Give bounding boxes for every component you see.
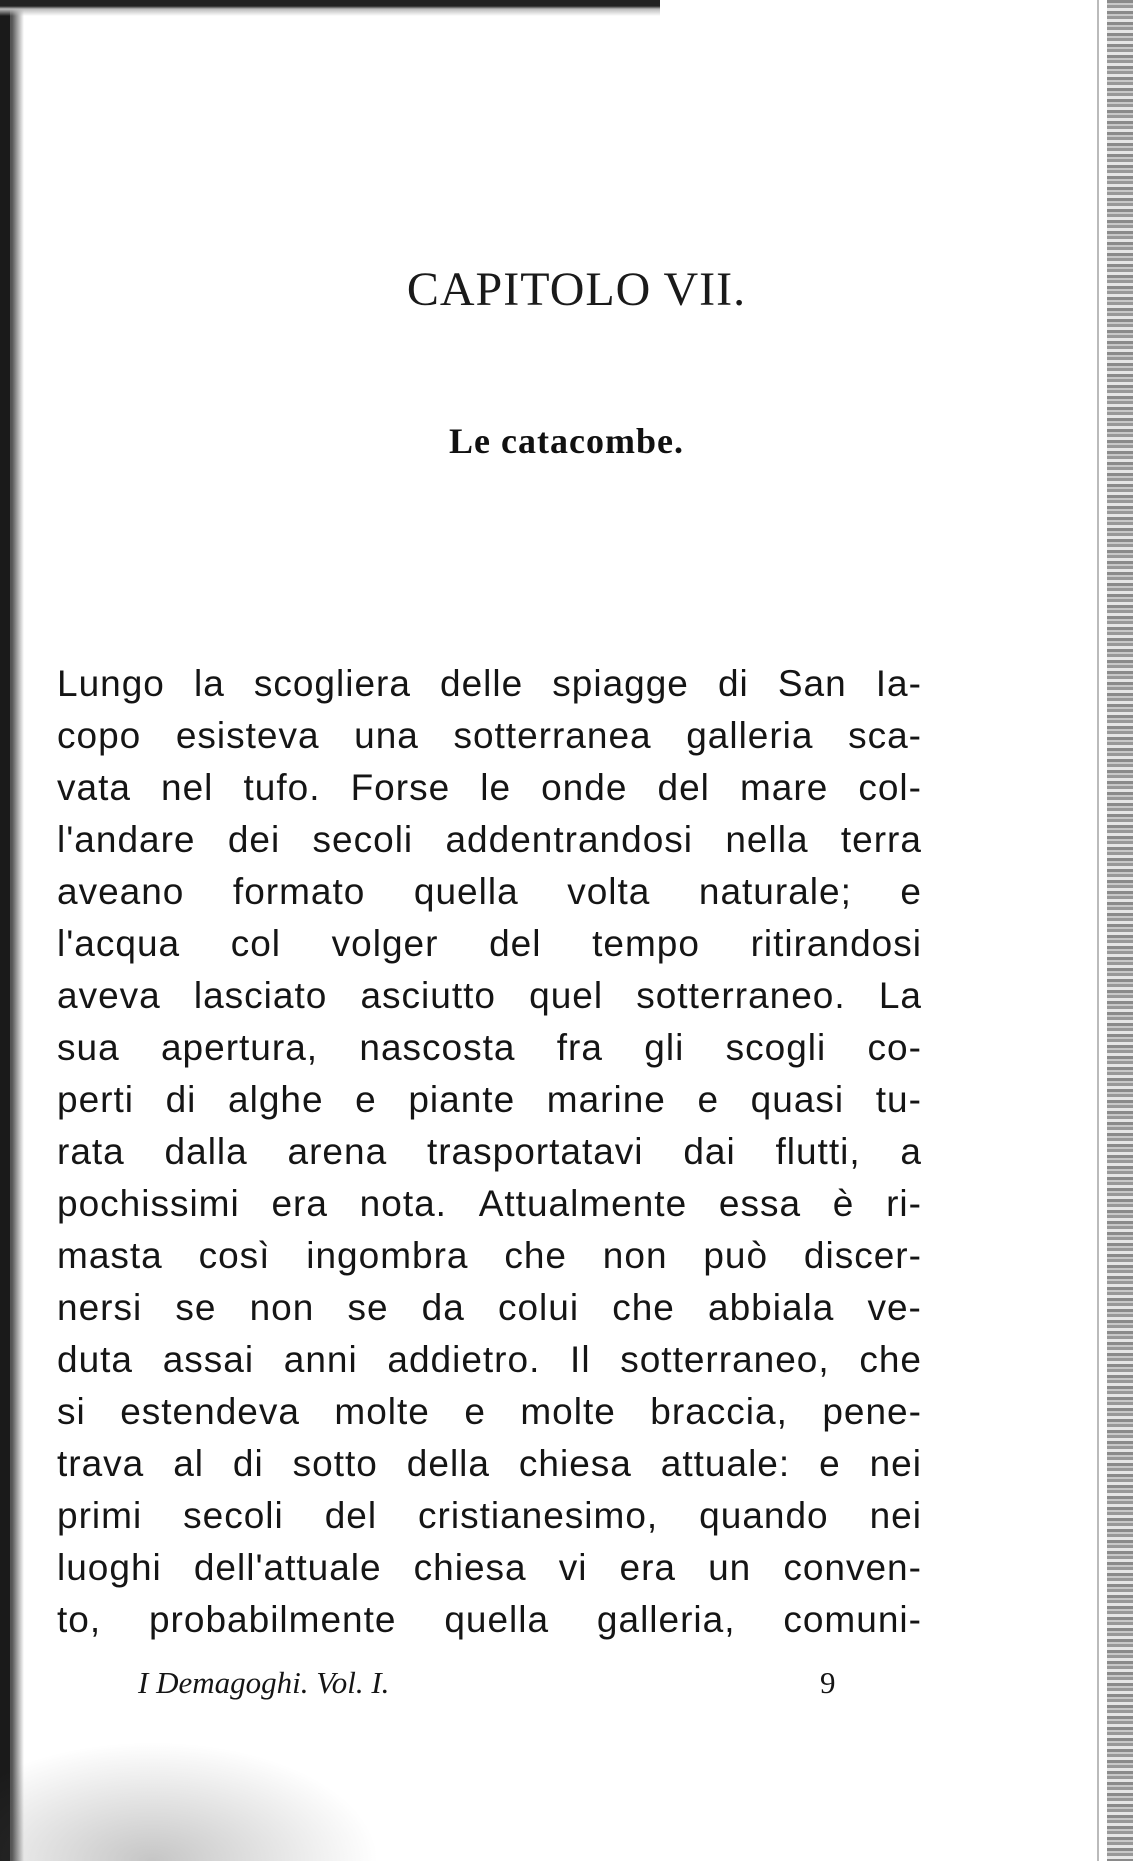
text-line: duta assai anni addietro. Il sotterraneo, che — [57, 1339, 922, 1380]
text-line: luoghi dell'attuale chiesa vi era un conven- — [57, 1547, 922, 1588]
text-line: sua apertura, nascosta fra gli scogli co- — [57, 1027, 922, 1068]
text-line: copo esisteva una sotterranea galleria sca- — [57, 715, 922, 756]
scan-bottom-noise — [0, 1741, 380, 1861]
page-footer — [0, 1665, 1133, 1709]
text-line: vata nel tufo. Forse le onde del mare col- — [57, 767, 922, 808]
section-title: Le catacombe. — [449, 421, 684, 461]
text-line: l'andare dei secoli addentrandosi nella terra — [57, 819, 922, 860]
text-line: si estendeva molte e molte braccia, pene- — [57, 1391, 922, 1432]
text-line: perti di alghe e piante marine e quasi tu- — [57, 1079, 922, 1120]
text-line: masta così ingombra che non può discer- — [57, 1235, 922, 1276]
footer-signature: I Demagoghi. Vol. I. — [138, 1665, 390, 1700]
chapter-title: CAPITOLO VII. — [406, 263, 747, 316]
text-line: aveva lasciato asciutto quel sotterraneo. La — [57, 975, 922, 1016]
text-line: Lungo la scogliera delle spiagge di San Ia- — [57, 663, 922, 704]
text-line: to, probabilmente quella galleria, comuni- — [57, 1599, 922, 1640]
text-line: primi secoli del cristianesimo, quando nei — [57, 1495, 922, 1536]
text-line: aveano formato quella volta naturale; e — [57, 871, 922, 912]
text-line: l'acqua col volger del tempo ritirandosi — [57, 923, 922, 964]
text-line: trava al di sotto della chiesa attuale: e nei — [57, 1443, 922, 1484]
scan-top-edge — [0, 0, 660, 16]
text-line: pochissimi era nota. Attualmente essa è ri- — [57, 1183, 922, 1224]
body-text — [57, 658, 922, 1646]
footer-sheet-number: 9 — [820, 1665, 836, 1700]
text-line: nersi se non se da colui che abbiala ve- — [57, 1287, 922, 1328]
text-line: rata dalla arena trasportatavi dai flutti, a — [57, 1131, 922, 1172]
